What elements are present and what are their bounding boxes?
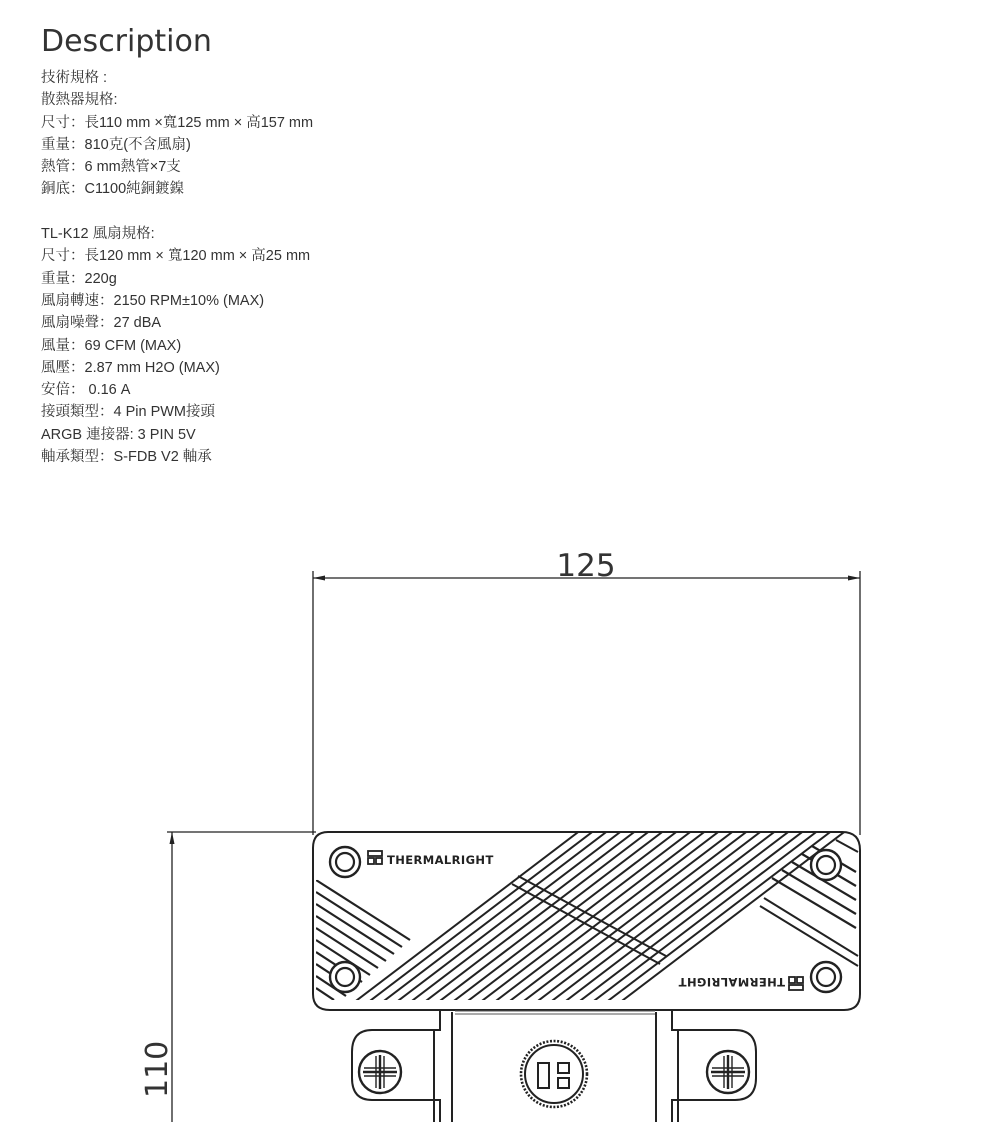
heatsink-spec-heading: 散熱器規格: xyxy=(41,92,118,109)
fan-spec-current: 安倍： 0.16 A xyxy=(41,382,131,399)
fan-spec-speed: 風扇轉速：2150 RPM±10% (MAX) xyxy=(41,292,265,309)
spec-heading: 技術規格 : xyxy=(41,70,108,86)
fan-spec-weight: 重量：220g xyxy=(41,270,117,287)
heatsink-spec-base: 銅底：C1100純銅鍍鎳 xyxy=(41,181,185,198)
fan-spec-size: 尺寸：長120 mm × 寬120 mm × 高25 mm xyxy=(41,248,311,265)
heatsink-spec-size: 尺寸：長110 mm ×寬125 mm × 高157 mm xyxy=(41,114,314,131)
fan-spec-airflow: 風量：69 CFM (MAX) xyxy=(41,337,182,354)
fan-spec-connector: 接頭類型：4 Pin PWM接頭 xyxy=(41,404,216,421)
bracket-screw-left-icon xyxy=(359,1051,401,1093)
fan-spec-heading: TL-K12 風扇規格: xyxy=(41,226,155,243)
fin-pattern-cross-band xyxy=(512,840,858,966)
heatsink-spec-heatpipes: 熱管：6 mm熱管×7支 xyxy=(41,159,181,176)
dimension-drawing xyxy=(0,520,1000,1122)
spec-list xyxy=(41,67,641,468)
fan-spec-bearing: 軸承類型：S-FDB V2 軸承 xyxy=(41,449,212,466)
length-dimension-label: 110 xyxy=(140,1040,175,1098)
spec-spacer xyxy=(41,201,641,223)
cooler-technical-drawing xyxy=(0,520,1000,1122)
heatsink-spec-weight: 重量：810克(不含風扇) xyxy=(41,136,191,153)
section-title: Description xyxy=(41,24,212,59)
screw-bottom-left-icon xyxy=(330,962,360,992)
screw-top-left-icon xyxy=(330,847,360,877)
brand-logo-rotated-icon xyxy=(789,977,803,990)
width-dimension-label: 125 xyxy=(556,548,616,584)
brand-name-top: THERMALRIGHT xyxy=(387,853,494,867)
width-dimension xyxy=(313,571,860,835)
center-knob-icon xyxy=(521,1041,587,1107)
fan-spec-argb: ARGB 連接器: 3 PIN 5V xyxy=(41,426,196,443)
screw-top-right-icon xyxy=(811,850,841,880)
brand-name-bottom: THERMALRIGHT xyxy=(678,975,785,989)
fan-spec-pressure: 風壓：2.87 mm H2O (MAX) xyxy=(41,359,220,376)
fan-spec-noise: 風扇噪聲：27 dBA xyxy=(41,315,162,332)
brand-logo-icon xyxy=(368,851,382,864)
bracket-screw-right-icon xyxy=(707,1051,749,1093)
plate-bottom-strip xyxy=(455,1011,655,1014)
screw-bottom-right-icon xyxy=(811,962,841,992)
length-dimension xyxy=(167,832,316,1122)
